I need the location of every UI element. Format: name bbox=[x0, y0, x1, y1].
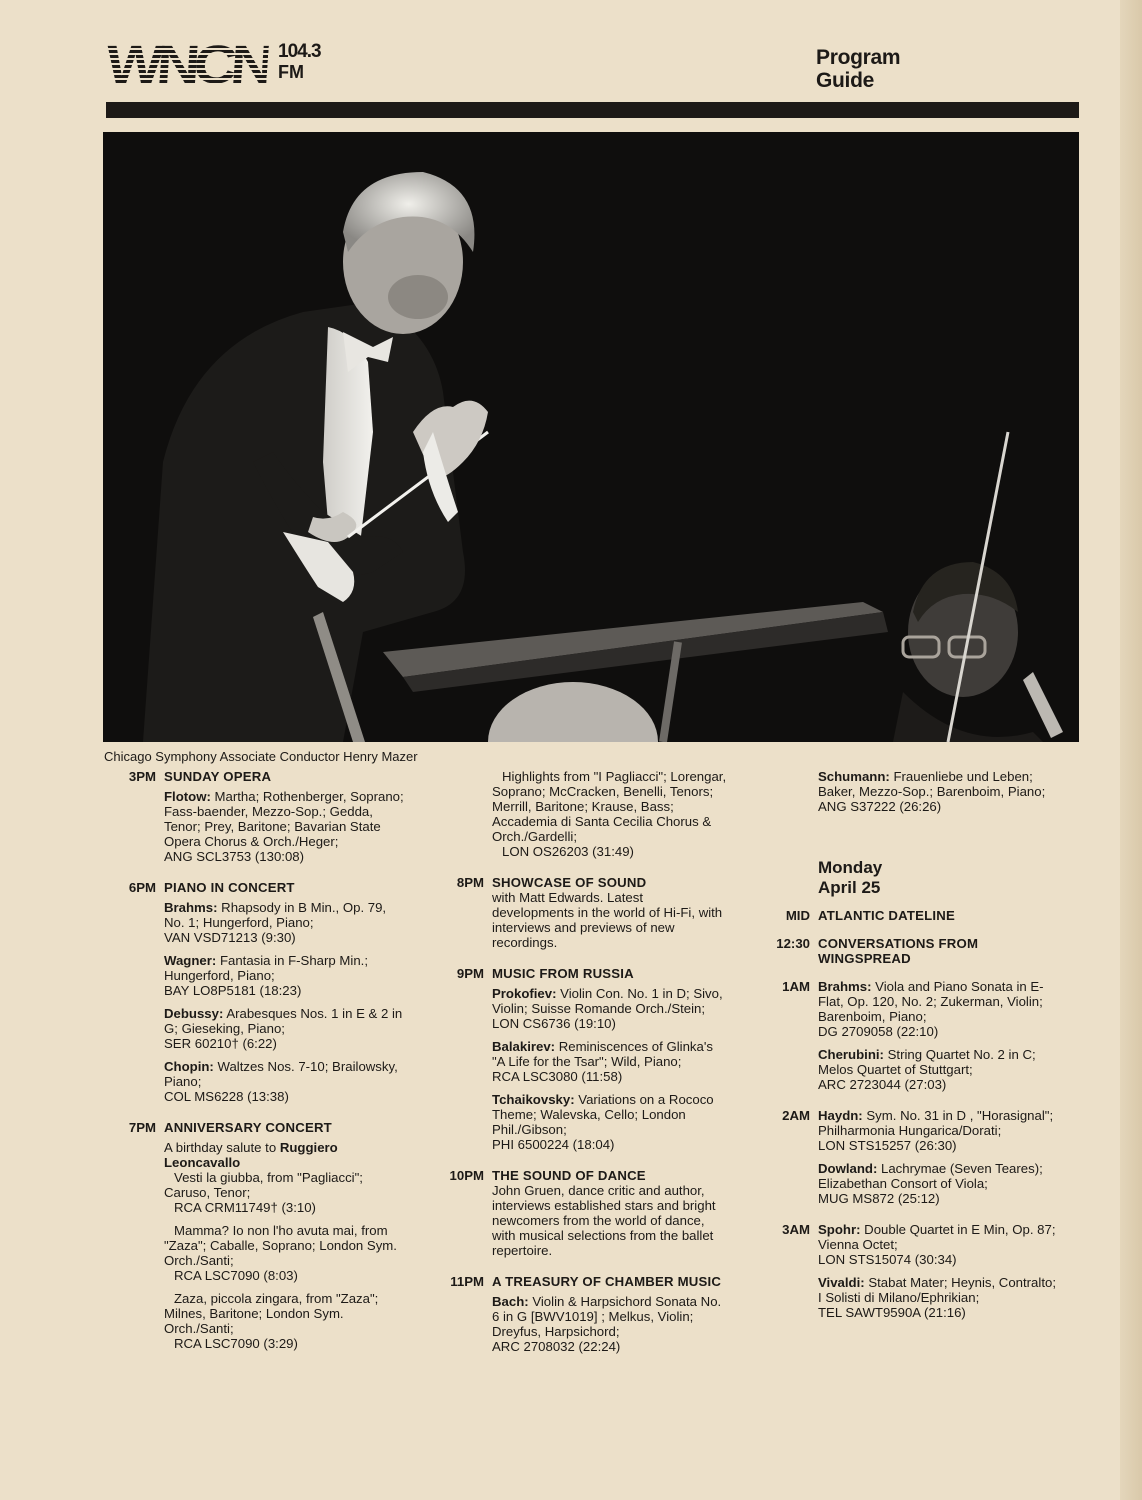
composer-name: Bach: bbox=[492, 1294, 529, 1309]
schedule-column-2 bbox=[432, 769, 727, 1370]
program-time: 1AM bbox=[782, 979, 810, 994]
work-listing bbox=[492, 1039, 727, 1084]
day-name: Monday bbox=[818, 858, 883, 877]
composer-name: Dowland: bbox=[818, 1161, 878, 1176]
recording-number: BAY LO8P5181 (18:23) bbox=[164, 983, 302, 998]
program-title: SUNDAY OPERA bbox=[164, 769, 272, 784]
work-details: Double Quartet in E Min, Op. 87; Vienna Octet; bbox=[818, 1222, 1056, 1252]
recording-number: LON OS26203 (31:49) bbox=[502, 844, 634, 859]
composer-name: Chopin: bbox=[164, 1059, 214, 1074]
program-entry bbox=[432, 875, 727, 958]
program-time: 3PM bbox=[128, 769, 156, 784]
work-details: Fantasia in F-Sharp Min.; Hungerford, Piano; bbox=[164, 953, 368, 983]
program-title: ANNIVERSARY CONCERT bbox=[164, 1120, 332, 1135]
program-time: 7PM bbox=[128, 1120, 156, 1135]
program-entry bbox=[758, 979, 1058, 1100]
composer-name: Haydn: bbox=[818, 1108, 863, 1123]
program-entry bbox=[104, 769, 404, 872]
recording-number: ANG SCL3753 (130:08) bbox=[164, 849, 305, 864]
composer-name: Brahms: bbox=[164, 900, 218, 915]
program-title: CONVERSATIONS FROM WINGSPREAD bbox=[818, 936, 979, 966]
program-guide-title bbox=[816, 46, 900, 92]
work-details: Highlights from "I Pagliacci"; Lorengar, Soprano; McCracken, Benelli, Tenors; Merrill, Baritone; Krause, Bass; Accademia di Santa Cecilia Chorus & Orch./Gardelli; bbox=[492, 769, 727, 844]
program-entry bbox=[432, 1274, 727, 1362]
conductor-photo bbox=[103, 132, 1079, 742]
guide-title-line2: Guide bbox=[816, 69, 875, 92]
work-listing bbox=[164, 953, 404, 998]
work-listing bbox=[164, 1059, 404, 1104]
station-frequency: 104.3 bbox=[278, 41, 321, 62]
recording-number: LON CS6736 (19:10) bbox=[492, 1016, 616, 1031]
program-entry bbox=[104, 1120, 404, 1359]
composer-name: Balakirev: bbox=[492, 1039, 556, 1054]
work-details: Frauenliebe und Leben; Baker, Mezzo-Sop.; Barenboim, Piano; bbox=[818, 769, 1046, 799]
program-title: MUSIC FROM RUSSIA bbox=[492, 966, 634, 981]
work-details: Zaza, piccola zingara, from "Zaza"; Milnes, Baritone; London Sym. Orch./Santi; bbox=[164, 1291, 379, 1336]
schedule-column-1 bbox=[104, 769, 404, 1367]
program-title: PIANO IN CONCERT bbox=[164, 880, 295, 895]
recording-number: TEL SAWT9590A (21:16) bbox=[818, 1305, 966, 1320]
recording-number: RCA LSC3080 (11:58) bbox=[492, 1069, 623, 1084]
work-listing bbox=[818, 1047, 1058, 1092]
work-details: Violin & Harpsichord Sonata No. 6 in G [BWV1019] ; Melkus, Violin; Dreyfus, Harpsichord; bbox=[492, 1294, 722, 1339]
recording-number: RCA LSC7090 (3:29) bbox=[174, 1336, 298, 1351]
header-rule bbox=[106, 102, 1079, 118]
composer-name: Brahms: bbox=[818, 979, 872, 994]
recording-number: ANG S37222 (26:26) bbox=[818, 799, 942, 814]
guide-title-line1: Program bbox=[816, 46, 901, 69]
work-details: Sym. No. 31 in D , "Horasignal"; Philharmonia Hungarica/Dorati; bbox=[818, 1108, 1054, 1138]
recording-number: LON STS15074 (30:34) bbox=[818, 1252, 957, 1267]
composer-name: Vivaldi: bbox=[818, 1275, 865, 1290]
program-entry-continued bbox=[432, 769, 727, 867]
recording-number: COL MS6228 (13:38) bbox=[164, 1089, 289, 1104]
recording-number: PHI 6500224 (18:04) bbox=[492, 1137, 615, 1152]
work-details: Arabesques Nos. 1 in E & 2 in G; Gieseking, Piano; bbox=[164, 1006, 403, 1036]
station-band: FM bbox=[278, 62, 304, 82]
page-edge bbox=[1120, 0, 1142, 1500]
program-title: THE SOUND OF DANCE bbox=[492, 1168, 646, 1183]
program-entry bbox=[432, 1168, 727, 1266]
work-details: Variations on a Rococo Theme; Walevska, Cello; London Phil./Gibson; bbox=[492, 1092, 714, 1137]
recording-number: RCA LSC7090 (8:03) bbox=[174, 1268, 298, 1283]
work-details: Lachrymae (Seven Teares); Elizabethan Consort of Viola; bbox=[818, 1161, 1043, 1191]
program-entry bbox=[432, 966, 727, 1160]
program-time: 2AM bbox=[782, 1108, 810, 1123]
work-details: Violin Con. No. 1 in D; Sivo, Violin; Suisse Romande Orch./Stein; bbox=[492, 986, 723, 1016]
work-listing bbox=[164, 1291, 404, 1351]
program-intro bbox=[164, 1140, 404, 1170]
day-date: April 25 bbox=[818, 878, 881, 897]
recording-number: SER 60210† (6:22) bbox=[164, 1036, 277, 1051]
program-description: John Gruen, dance critic and author, interviews established stars and bright newcomers from the world of dance, with musical selections from the ballet repertoire. bbox=[492, 1183, 716, 1258]
work-listing bbox=[164, 900, 404, 945]
program-description: with Matt Edwards. Latest developments in the world of Hi-Fi, with interviews and previews of new recordings. bbox=[492, 890, 723, 950]
work-details: Vesti la giubba, from "Pagliacci"; Caruso, Tenor; bbox=[164, 1170, 363, 1200]
program-entry bbox=[758, 908, 1058, 928]
work-listing bbox=[818, 1222, 1058, 1267]
composer-name: Spohr: bbox=[818, 1222, 861, 1237]
work-details: Martha; Rothenberger, Soprano; Fass-baender, Mezzo-Sop.; Gedda, Tenor; Prey, Baritone; Bavarian State Opera Chorus & Orch./Heger; bbox=[164, 789, 404, 849]
work-listing bbox=[492, 986, 727, 1031]
program-time: 12:30 bbox=[776, 936, 810, 951]
recording-number: ARC 2723044 (27:03) bbox=[818, 1077, 947, 1092]
composer-name: Debussy: bbox=[164, 1006, 224, 1021]
work-listing bbox=[492, 1092, 727, 1152]
intro-text: A birthday salute to bbox=[164, 1140, 277, 1155]
recording-number: VAN VSD71213 (9:30) bbox=[164, 930, 296, 945]
work-listing bbox=[164, 789, 404, 864]
composer-name: Cherubini: bbox=[818, 1047, 884, 1062]
program-title: A TREASURY OF CHAMBER MUSIC bbox=[492, 1274, 722, 1289]
work-listing bbox=[164, 1223, 404, 1283]
work-listing bbox=[818, 979, 1058, 1039]
station-call-letters: WNCN bbox=[104, 35, 270, 95]
work-listing bbox=[818, 1275, 1058, 1320]
composer-name: Flotow: bbox=[164, 789, 211, 804]
work-listing bbox=[492, 1294, 727, 1354]
work-listing bbox=[818, 1108, 1058, 1153]
work-details: Rhapsody in B Min., Op. 79, No. 1; Hungerford, Piano; bbox=[164, 900, 387, 930]
program-title: ATLANTIC DATELINE bbox=[818, 908, 955, 923]
program-time: 10PM bbox=[449, 1168, 484, 1183]
day-heading bbox=[818, 858, 1058, 898]
recording-number: LON STS15257 (26:30) bbox=[818, 1138, 957, 1153]
work-details: Waltzes Nos. 7-10; Brailowsky, Piano; bbox=[164, 1059, 398, 1089]
composer-name: Prokofiev: bbox=[492, 986, 557, 1001]
conductor-photo-illustration bbox=[103, 132, 1079, 742]
work-listing bbox=[818, 1161, 1058, 1206]
program-title: SHOWCASE OF SOUND bbox=[492, 875, 647, 890]
work-listing bbox=[164, 1170, 404, 1215]
program-time: 3AM bbox=[782, 1222, 810, 1237]
intro-honoree: Ruggiero Leoncavallo bbox=[164, 1140, 338, 1170]
work-details: Viola and Piano Sonata in E-Flat, Op. 120, No. 2; Zukerman, Violin; Barenboim, Piano; bbox=[818, 979, 1044, 1024]
recording-number: RCA CRM11749† (3:10) bbox=[174, 1200, 316, 1215]
program-entry bbox=[758, 1222, 1058, 1328]
work-details: String Quartet No. 2 in C; Melos Quartet of Stuttgart; bbox=[818, 1047, 1036, 1077]
program-time: 11PM bbox=[450, 1274, 484, 1289]
program-time: 8PM bbox=[456, 875, 484, 890]
program-entry bbox=[104, 880, 404, 1112]
work-details: Stabat Mater; Heynis, Contralto; I Solisti di Milano/Ephrikian; bbox=[818, 1275, 1056, 1305]
program-entry bbox=[758, 936, 1058, 971]
program-time: MID bbox=[785, 908, 810, 923]
photo-caption: Chicago Symphony Associate Conductor Henry Mazer bbox=[104, 749, 418, 764]
recording-number: ARC 2708032 (22:24) bbox=[492, 1339, 621, 1354]
program-entry-continued bbox=[758, 769, 1058, 822]
program-time: 6PM bbox=[128, 880, 156, 895]
work-listing bbox=[818, 769, 1058, 814]
work-listing bbox=[492, 769, 727, 859]
composer-name: Tchaikovsky: bbox=[492, 1092, 575, 1107]
schedule-column-3 bbox=[758, 769, 1058, 1336]
work-listing bbox=[164, 1006, 404, 1051]
composer-name: Schumann: bbox=[818, 769, 890, 784]
program-entry bbox=[758, 1108, 1058, 1214]
program-time: 9PM bbox=[456, 966, 484, 981]
work-details: Reminiscences of Glinka's "A Life for the Tsar"; Wild, Piano; bbox=[492, 1039, 713, 1069]
composer-name: Wagner: bbox=[164, 953, 217, 968]
recording-number: MUG MS872 (25:12) bbox=[818, 1191, 940, 1206]
recording-number: DG 2709058 (22:10) bbox=[818, 1024, 939, 1039]
work-details: Mamma? Io non l'ho avuta mai, from "Zaza"; Caballe, Soprano; London Sym. Orch./Santi; bbox=[164, 1223, 397, 1268]
